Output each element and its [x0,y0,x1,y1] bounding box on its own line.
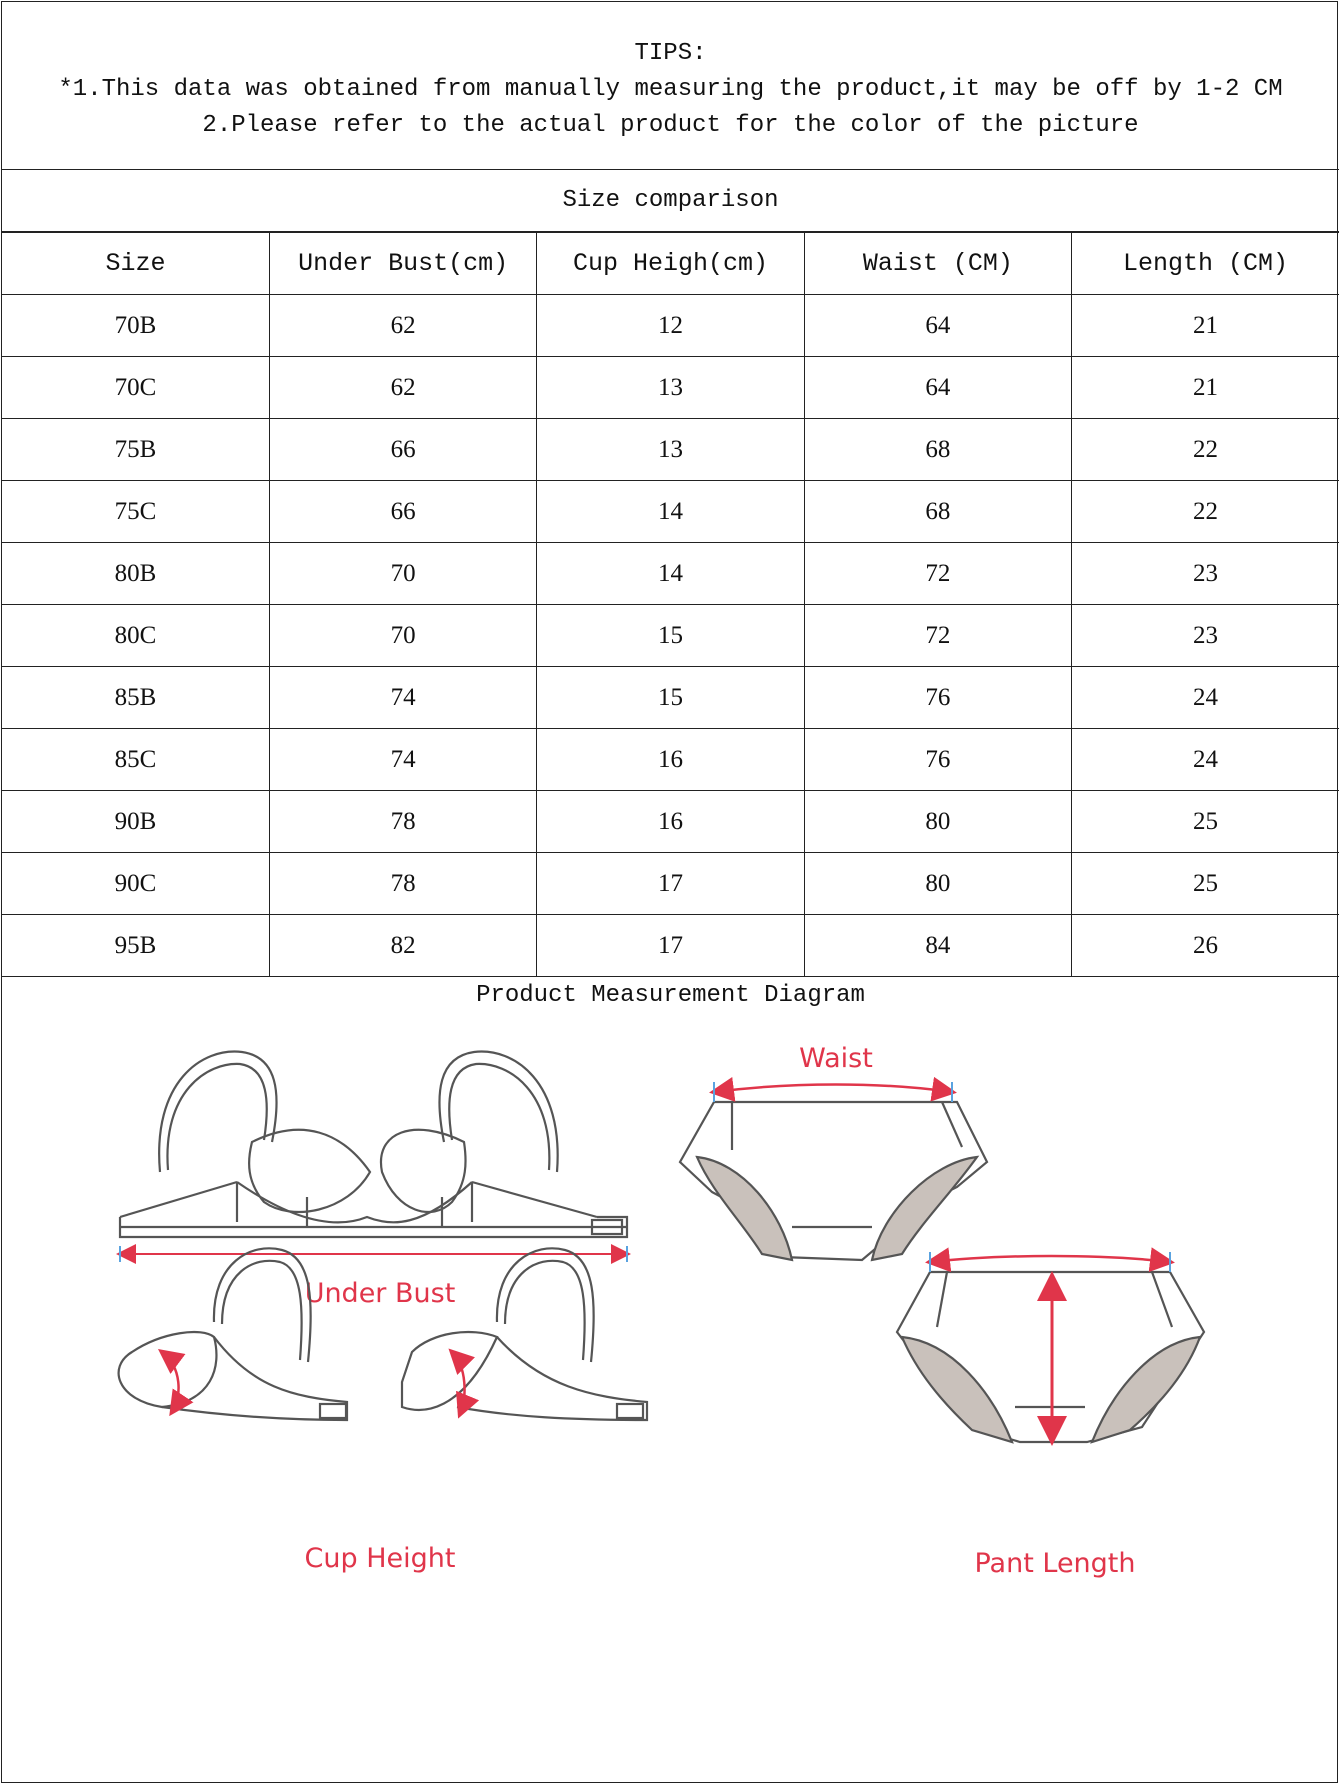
cell-length: 23 [1072,543,1339,605]
cell-waist: 64 [804,295,1071,357]
cell-waist: 84 [804,915,1071,977]
table-row [2,481,1339,543]
size-table-body [2,295,1339,977]
cup-height-label: Cup Height [304,1543,456,1574]
tips-section [2,2,1339,170]
bra-side-illustration-right [402,1248,647,1420]
cell-size: 70B [2,295,269,357]
cell-waist: 76 [804,729,1071,791]
column-header-waist: Waist (CM) [804,233,1071,295]
column-header-length: Length (CM) [1072,233,1339,295]
cell-size: 90B [2,791,269,853]
cell-length: 26 [1072,915,1339,977]
table-row [2,853,1339,915]
cell-under-bust: 62 [269,295,536,357]
cell-waist: 72 [804,605,1071,667]
cell-cup-height: 15 [537,667,804,729]
cell-size: 75B [2,419,269,481]
cell-under-bust: 62 [269,357,536,419]
cell-size: 95B [2,915,269,977]
cell-length: 21 [1072,295,1339,357]
cell-under-bust: 66 [269,481,536,543]
cell-size: 70C [2,357,269,419]
table-row [2,357,1339,419]
size-table-header-row [2,233,1339,295]
table-row [2,419,1339,481]
cell-length: 21 [1072,357,1339,419]
cell-under-bust: 66 [269,419,536,481]
tips-line-1: *1.This data was obtained from manually measuring the product,it may be off by 1-2 CM [58,76,1283,103]
table-row [2,729,1339,791]
cell-waist: 80 [804,853,1071,915]
cell-waist: 68 [804,419,1071,481]
table-row [2,915,1339,977]
pant-length-label: Pant Length [974,1548,1136,1579]
cell-size: 85B [2,667,269,729]
cell-under-bust: 82 [269,915,536,977]
cell-under-bust: 70 [269,543,536,605]
cell-under-bust: 74 [269,729,536,791]
cell-cup-height: 17 [537,915,804,977]
table-row [2,295,1339,357]
column-header-cup-height: Cup Heigh(cm) [537,233,804,295]
waist-label: Waist [799,1043,873,1074]
measurement-diagram [2,1022,1339,1742]
cell-size: 90C [2,853,269,915]
cell-cup-height: 14 [537,543,804,605]
cell-cup-height: 13 [537,419,804,481]
cell-waist: 64 [804,357,1071,419]
table-row [2,605,1339,667]
cell-size: 75C [2,481,269,543]
size-comparison-title: Size comparison [2,170,1339,232]
cell-cup-height: 17 [537,853,804,915]
under-bust-label: Under Bust [304,1278,456,1309]
column-header-under-bust: Under Bust(cm) [269,233,536,295]
cell-length: 22 [1072,481,1339,543]
cell-length: 25 [1072,853,1339,915]
table-row [2,791,1339,853]
tips-line-2: 2.Please refer to the actual product for the color of the picture [202,112,1139,139]
size-chart-frame [1,1,1338,1783]
cell-cup-height: 13 [537,357,804,419]
table-row [2,667,1339,729]
cell-waist: 80 [804,791,1071,853]
cell-size: 80B [2,543,269,605]
cell-under-bust: 78 [269,791,536,853]
cell-under-bust: 74 [269,667,536,729]
panty-front-illustration [680,1102,987,1260]
cell-cup-height: 16 [537,791,804,853]
cell-length: 22 [1072,419,1339,481]
cell-length: 24 [1072,667,1339,729]
cell-length: 24 [1072,729,1339,791]
cell-cup-height: 15 [537,605,804,667]
cell-cup-height: 14 [537,481,804,543]
cell-length: 23 [1072,605,1339,667]
bra-front-illustration [120,1052,627,1237]
cell-waist: 72 [804,543,1071,605]
cell-under-bust: 70 [269,605,536,667]
tips-heading: TIPS: [634,40,707,67]
cell-size: 80C [2,605,269,667]
diagram-title: Product Measurement Diagram [476,982,865,1009]
bra-side-illustration-left [119,1248,347,1420]
cell-cup-height: 16 [537,729,804,791]
cell-under-bust: 78 [269,853,536,915]
cell-waist: 68 [804,481,1071,543]
size-table [2,232,1339,977]
column-header-size: Size [2,233,269,295]
table-row [2,543,1339,605]
cell-size: 85C [2,729,269,791]
cell-length: 25 [1072,791,1339,853]
cell-waist: 76 [804,667,1071,729]
cell-cup-height: 12 [537,295,804,357]
